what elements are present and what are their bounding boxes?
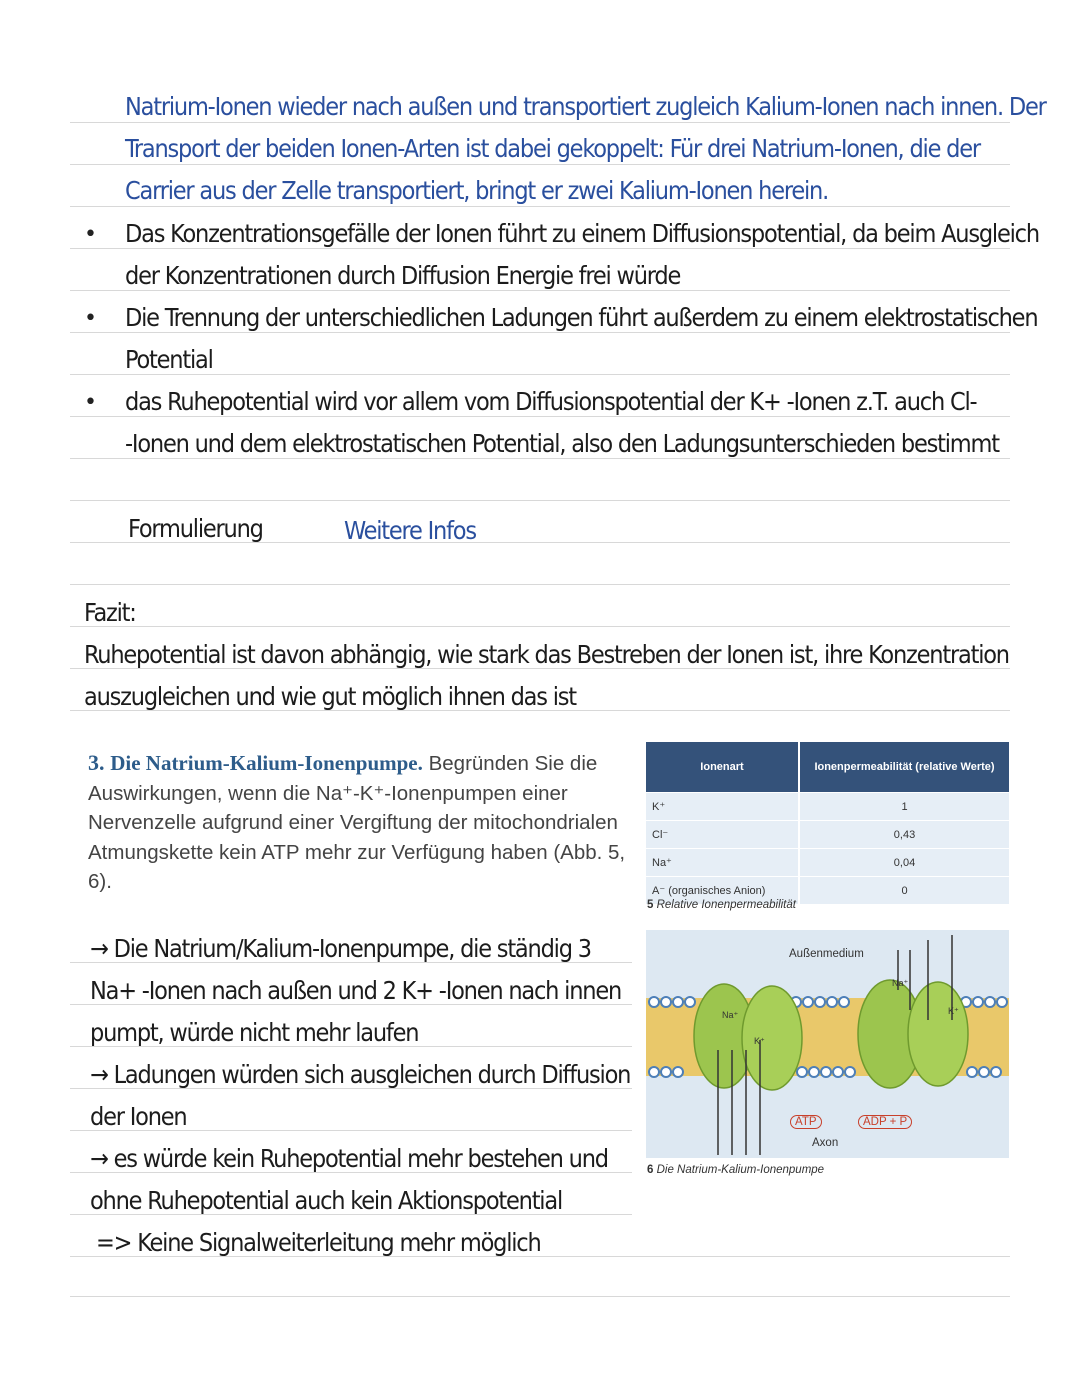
table-cell-ion: Na⁺	[646, 849, 799, 877]
ion-pump-figure	[646, 930, 1009, 1158]
table-cell-value: 0,04	[799, 849, 1009, 877]
fazit-line: auszugleichen und wie gut möglich ihnen das ist	[84, 682, 576, 711]
answer-conclusion: => Keine Signalweiterleitung mehr möglich	[96, 1228, 541, 1257]
fazit-heading: Fazit:	[84, 598, 136, 627]
weitere-infos-link[interactable]: Weitere Infos	[344, 516, 476, 545]
figure-caption-text: Die Natrium-Kalium-Ionenpumpe	[656, 1164, 825, 1176]
table-cell-value: 1	[799, 793, 1009, 821]
rule-line	[70, 626, 1010, 627]
note-line: Carrier aus der Zelle transportiert, bringt er zwei Kalium-Ionen herein.	[125, 176, 829, 205]
label-axon: Axon	[812, 1137, 839, 1149]
task-title: Die Natrium-Kalium-Ionenpumpe.	[110, 751, 423, 775]
answer-line: Na+ -Ionen nach außen und 2 K+ -Ionen nach innen	[90, 976, 622, 1005]
note-line: das Ruhepotential wird vor allem vom Diffusionspotential der K+ -Ionen z.T. auch Cl-	[125, 387, 977, 416]
fazit-line: Ruhepotential ist davon abhängig, wie stark das Bestreben der Ionen ist, ihre Konzentration	[84, 640, 1009, 669]
task-paragraph	[88, 748, 628, 897]
answer-line: → Ladungen würden sich ausgleichen durch Diffusion	[90, 1060, 631, 1089]
table-header-permeability: Ionenpermeabilität (relative Werte)	[799, 742, 1009, 793]
note-line: Transport der beiden Ionen-Arten ist dabei gekoppelt: Für drei Natrium-Ionen, die der	[125, 134, 980, 163]
answer-line: pumpt, würde nicht mehr laufen	[90, 1018, 419, 1047]
note-line: Potential	[125, 345, 213, 374]
table-row	[646, 793, 1009, 821]
rule-line	[70, 206, 1010, 207]
note-line: der Konzentrationen durch Diffusion Energie frei würde	[125, 261, 681, 290]
ion-pump-diagram	[646, 930, 1009, 1158]
rule-line	[70, 1296, 1010, 1297]
table-cell-ion: Cl⁻	[646, 821, 799, 849]
answer-line: → es würde kein Ruhepotential mehr bestehen und	[90, 1144, 608, 1173]
k-ion-label: K⁺	[948, 1006, 959, 1016]
table-cell-ion: A⁻ (organisches Anion)	[646, 877, 799, 905]
note-line: Die Trennung der unterschiedlichen Ladungen führt außerdem zu einem elektrostatischen	[125, 303, 1038, 332]
permeability-table	[646, 742, 1009, 904]
table-caption-number: 5	[647, 899, 654, 911]
answer-line: → Die Natrium/Kalium-Ionenpumpe, die ständig 3	[90, 934, 591, 963]
table-cell-value: 0	[799, 877, 1009, 905]
bullet-point: •	[84, 390, 97, 415]
rule-line	[70, 500, 1010, 501]
figure-caption-number: 6	[647, 1164, 654, 1176]
na-ion-label: Na⁺	[722, 1010, 739, 1020]
bullet-point: •	[84, 306, 97, 331]
adp-badge: ADP + P	[858, 1115, 912, 1129]
table-row	[646, 849, 1009, 877]
label-outside-medium: Außenmedium	[789, 948, 864, 960]
note-line: -Ionen und dem elektrostatischen Potential, also den Ladungsunterschieden bestimmt	[125, 429, 999, 458]
answer-line: ohne Ruhepotential auch kein Aktionspotential	[90, 1186, 562, 1215]
table-cell-ion: K⁺	[646, 793, 799, 821]
bullet-point: •	[84, 222, 97, 247]
table-caption-text: Relative Ionenpermeabilität	[656, 899, 796, 911]
table-cell-value: 0,43	[799, 821, 1009, 849]
formulierung-link[interactable]: Formulierung	[128, 514, 263, 543]
rule-line	[70, 122, 1010, 123]
note-line: Das Konzentrationsgefälle der Ionen führt zu einem Diffusionspotential, da beim Ausgleich	[125, 219, 1039, 248]
k-ion-label: K⁺	[754, 1036, 765, 1046]
answer-line: der Ionen	[90, 1102, 187, 1131]
table-row	[646, 821, 1009, 849]
table-caption	[647, 899, 796, 911]
na-ion-label: Na⁺	[892, 978, 909, 988]
figure-caption	[647, 1164, 824, 1176]
table-header-ion: Ionenart	[646, 742, 799, 793]
atp-badge: ATP	[790, 1115, 822, 1129]
rule-line	[70, 584, 1010, 585]
task-number: 3.	[88, 750, 105, 775]
note-line: Natrium-Ionen wieder nach außen und transportiert zugleich Kalium-Ionen nach innen. Der	[125, 92, 1046, 121]
rule-line	[70, 164, 1010, 165]
task-text: Begründen Sie die Auswirkungen, wenn die Na⁺-K⁺-Ionenpumpen einer Nervenzelle aufgrund einer Vergiftung der mitochondrialen Atmungskette kein ATP mehr zur Verfügung haben (Abb. 5, 6).	[88, 752, 626, 893]
